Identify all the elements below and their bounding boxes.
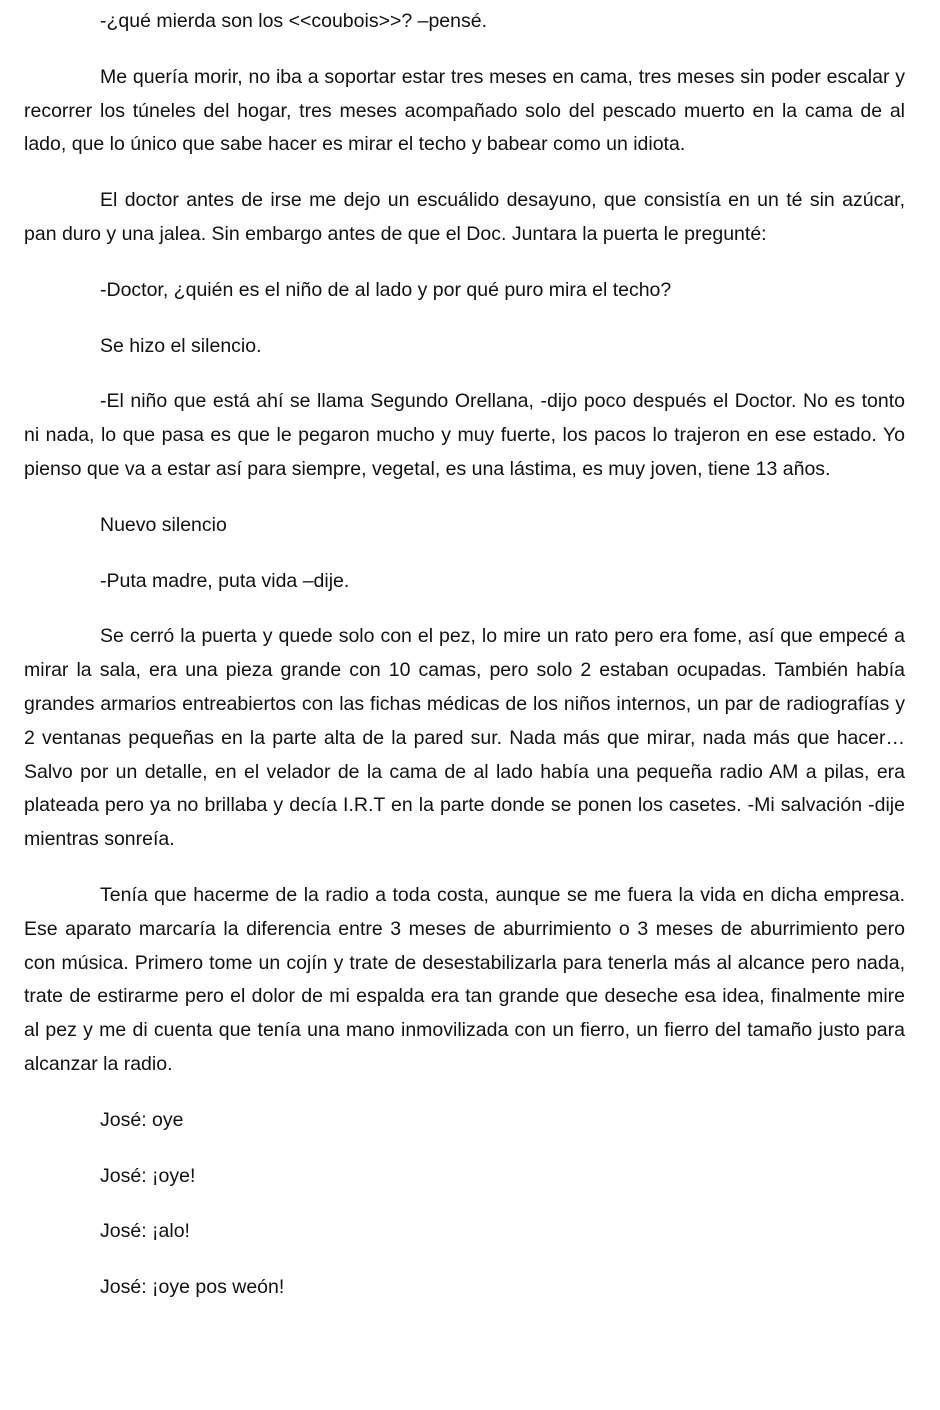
dialogue-line-3: José: ¡alo! — [100, 1220, 190, 1243]
paragraph-9: Se cerró la puerta y quede solo con el pez, lo mire un rato pero era fome, así que empecé a mirar la sala, era una pieza grande con 10 camas, pero solo 2 estaban ocupadas. También había grandes armarios entreabiertos con las fichas médicas de los niños internos, un par de radiografías y 2 ventanas pequeñas en la parte alta de la pared sur. Nada más que mirar, nada más que hacer… Salvo por un detalle, en el velador de la cama de al lado había una pequeña radio AM a pilas, era plateada pero ya no brillaba y decía I.R.T en la parte donde se ponen los casetes. -Mi salvación -dije mientras sonreía. — [24, 625, 905, 851]
paragraph-5: Se hizo el silencio. — [100, 334, 262, 357]
dialogue-line-2: José: ¡oye! — [100, 1164, 196, 1187]
paragraph-10: Tenía que hacerme de la radio a toda costa, aunque se me fuera la vida en dicha empresa. Ese aparato marcaría la diferencia entre 3 meses de aburrimiento o 3 meses de aburrimiento pero con música. Primero tome un cojín y trate de desestabilizarla para tenerla más al alcance pero nada, trate de estirarme pero el dolor de mi espalda era tan grande que deseche esa idea, finalmente mire al pez y me di cuenta que tenía una mano inmovilizada con un fierro, un fierro del tamaño justo para alcanzar la radio. — [24, 883, 905, 1075]
document-page — [24, 0, 905, 1305]
paragraph-8: -Puta madre, puta vida –dije. — [100, 569, 350, 592]
dialogue-line-4: José: ¡oye pos weón! — [100, 1276, 285, 1299]
dialogue-line-1: José: oye — [100, 1108, 184, 1131]
paragraph-2: Me quería morir, no iba a soportar estar tres meses en cama, tres meses sin poder escalar y recorrer los túneles del hogar, tres meses acompañado solo del pescado muerto en la cama de al lado, que lo único que sabe hacer es mirar el techo y babear como un idiota. — [24, 65, 905, 156]
paragraph-3: El doctor antes de irse me dejo un escuálido desayuno, que consistía en un té sin azúcar, pan duro y una jalea. Sin embargo antes de que el Doc. Juntara la puerta le pregunté: — [24, 189, 905, 245]
paragraph-4: -Doctor, ¿quién es el niño de al lado y por qué puro mira el techo? — [100, 278, 672, 301]
paragraph-1: -¿qué mierda son los <<coubois>>? –pensé. — [100, 10, 488, 32]
paragraph-6: -El niño que está ahí se llama Segundo Orellana, -dijo poco después el Doctor. No es tonto ni nada, lo que pasa es que le pegaron mucho y muy fuerte, los pacos lo trajeron en ese estado. Yo pienso que va a estar así para siempre, vegetal, es una lástima, es muy joven, tiene 13 años. — [24, 390, 905, 480]
paragraph-7: Nuevo silencio — [100, 513, 227, 536]
